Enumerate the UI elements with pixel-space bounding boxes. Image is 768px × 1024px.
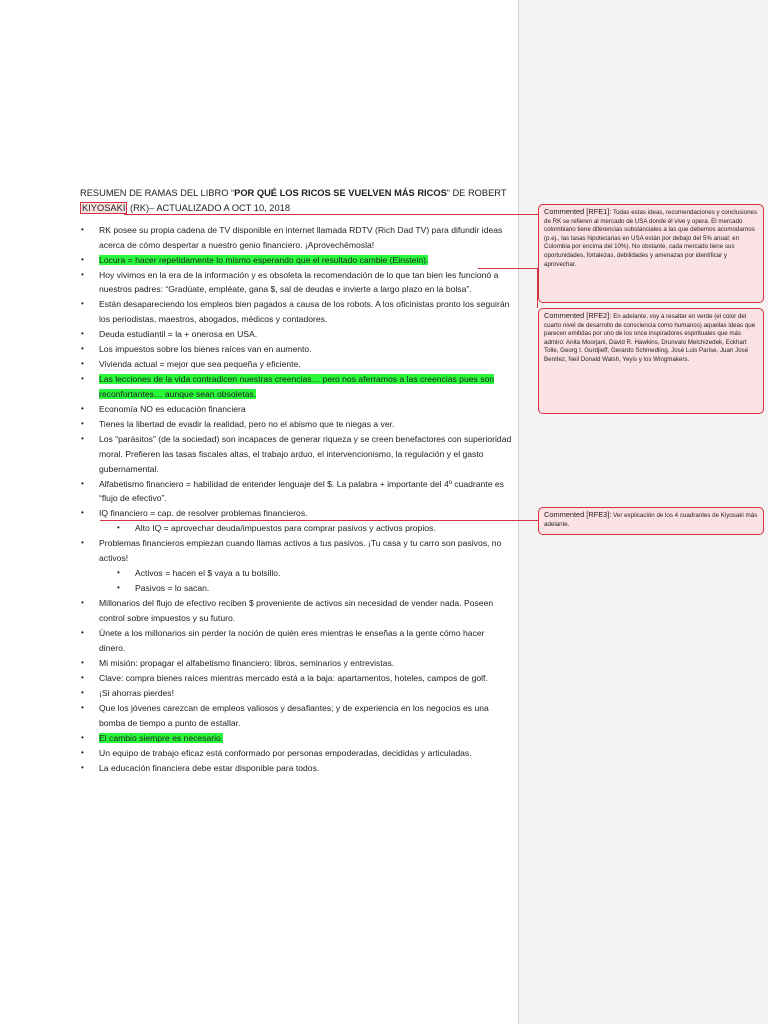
list-item [80, 402, 512, 417]
list-item [80, 731, 512, 746]
item-text: ¡Si ahorras pierdes! [99, 687, 174, 698]
bullet-icon: • [81, 344, 84, 354]
item-text: Están desapareciendo los empleos bien pagados a causa de los robots. A los oficinistas pronto los seguirán los periodistas, maestros, abogados, médicos y contadores. [99, 299, 510, 325]
comment-rfe2-body: En adelante, voy a resaltar en verde (el color del cuarto nivel de desarrollo de consciencia como humanos) aquellas ideas que parecen emitidas por uno de los once inspiradores espirituales que más admiro: Anita Moorjani, David R. Hawkins, Drunvalo Melchizedek, Eckhart Tolle, Georg I. Gurdjieff, Gerardo Schmedling, José Luis Parise, Juan José Benítez, Neil Donald Walsh, Yeyis y los Wingmakers. [544, 313, 756, 363]
comment-connector-1 [124, 214, 538, 215]
comment-connector-3 [100, 520, 538, 521]
item-text: Vivienda actual = mejor que sea pequeña y eficiente. [99, 359, 301, 370]
list-item [80, 671, 512, 686]
document-title [80, 186, 516, 216]
item-text: Clave: compra bienes raíces mientras mercado está a la baja: apartamentos, hoteles, campos de golf. [99, 672, 488, 683]
comment-connector-2 [478, 268, 538, 269]
comment-rfe2[interactable] [538, 308, 764, 414]
bullet-icon: • [117, 583, 120, 593]
bullet-icon: • [81, 508, 84, 518]
list-item [80, 746, 512, 761]
bullet-icon: • [81, 329, 84, 339]
list-item [80, 626, 512, 655]
highlighted-text: Las lecciones de la vida contradicen nuestras creencias… pero nos aferramos a las creencias pues son reconfortantes… aunque sean obsoletas. [99, 374, 495, 400]
bullet-icon: • [81, 538, 84, 548]
bullet-icon: • [81, 225, 84, 234]
list-item [80, 417, 512, 432]
bullet-icon: • [81, 269, 84, 279]
list-item [80, 297, 512, 326]
bullet-icon: • [81, 687, 84, 697]
bullet-icon: • [81, 747, 84, 757]
bullet-icon: • [81, 299, 84, 309]
comment-rfe3-header: Commented [RFE3]: [544, 510, 612, 519]
highlighted-text: El cambio siempre es necesario. [99, 732, 224, 743]
bullet-icon: • [81, 732, 84, 742]
item-text: Economía NO es educación financiera [99, 404, 246, 415]
item-text: Alfabetismo financiero = habilidad de entender lenguaje del $. La palabra + importante del 4º cuadrante es “flujo de efectivo”. [99, 478, 504, 504]
title-mid: ” DE ROBERT [446, 188, 507, 198]
comment-rfe3-body: Ver explicación de los 4 cuadrantes de Kiyosaki más adelante. [544, 512, 758, 528]
highlighted-text: Locura = hacer repetidamente lo mismo esperando que el resultado cambie (Einstein). [99, 254, 429, 265]
list-item [80, 701, 512, 730]
summary-list [80, 223, 512, 776]
comment-anchor-rfe1[interactable]: KIYOSAKI [82, 203, 126, 213]
item-text: Tienes la libertad de evadir la realidad, pero no el abismo que te niegas a ver. [99, 419, 395, 430]
bullet-icon: • [81, 478, 84, 488]
item-text: Alto IQ = aprovechar deuda/impuestos para comprar pasivos y activos propios. [135, 523, 436, 534]
bullet-icon: • [117, 568, 120, 578]
list-item [80, 372, 512, 401]
bullet-icon: • [81, 628, 84, 638]
list-item [80, 536, 512, 565]
item-text: IQ financiero = cap. de resolver problemas financieros. [99, 508, 308, 519]
title-suffix: (RK)– ACTUALIZADO A OCT 10, 2018 [127, 203, 290, 213]
item-text: Mi misión: propagar el alfabetismo financiero: libros, seminarios y entrevistas. [99, 657, 395, 668]
comment-rfe1[interactable] [538, 204, 764, 303]
sub-list-item [80, 581, 512, 596]
item-text: Millonarios del flujo de efectivo reciben $ proveniente de activos sin necesidad de vender nada. Poseen control sobre impuestos y su futuro. [99, 598, 494, 623]
title-prefix: RESUMEN DE RAMAS DEL LIBRO “ [80, 188, 235, 198]
list-item [80, 686, 512, 701]
bullet-icon: • [81, 657, 84, 667]
sub-list-item [80, 566, 512, 581]
list-item [80, 357, 512, 372]
bullet-icon: • [81, 703, 84, 712]
bullet-icon: • [81, 598, 84, 608]
bullet-icon: • [81, 359, 84, 369]
list-item [80, 342, 512, 357]
bullet-icon: • [81, 419, 84, 429]
item-text: Problemas financieros empiezan cuando llamas activos a tus pasivos. ¡Tu casa y tu carro son pasivos, no activos! [99, 538, 502, 564]
item-text: Que los jóvenes carezcan de empleos valiosos y desafiantes; y de experiencia en los negocios es una bomba de tiempo a punto de estallar. [99, 703, 489, 728]
list-item [80, 506, 512, 521]
bullet-icon: • [81, 254, 84, 264]
list-item [80, 327, 512, 342]
list-item [80, 761, 512, 776]
list-item [80, 223, 512, 252]
bullet-icon: • [81, 374, 84, 384]
book-title: POR QUÉ LOS RICOS SE VUELVEN MÁS RICOS [234, 188, 447, 198]
item-text: Hoy vivimos en la era de la información y es obsoleta la recomendación de lo que tan bien les funcionó a nuestros padres: “Gradúate, empléate, gana $, sal de deudas e invierte a largo plazo en la bolsa”. [99, 269, 499, 295]
item-text: Un equipo de trabajo eficaz está conformado por personas empoderadas, decididas y articuladas. [99, 747, 472, 758]
list-item [80, 656, 512, 671]
item-text: Los “parásitos” (de la sociedad) son incapaces de generar riqueza y se creen benefactores con superioridad moral. Prefieren las tasas fiscales altas, el trabajo arduo, el intervencionismo, la regulación y el gasto gubernamental. [99, 434, 512, 474]
comment-rfe3[interactable] [538, 507, 764, 535]
comment-rfe2-header: Commented [RFE2]: [544, 311, 612, 320]
item-text: Deuda estudiantil = la + onerosa en USA. [99, 329, 258, 340]
list-item [80, 268, 512, 297]
item-text: RK posee su propia cadena de TV disponible en internet llamada RDTV (Rich Dad TV) para difundir ideas acerca de cómo despertar a nuestro genio financiero. ¡Aprovechémosla! [99, 225, 503, 250]
bullet-icon: • [117, 523, 120, 533]
list-item [80, 477, 512, 506]
comment-rfe1-body: Todas estas ideas, recomendaciones y conclusiones de RK se refieren al mercado de USA donde él vive y opera. El mercado colombiano tiene diferencias substanciales a las que debemos acomodarnos (p.ej., las tasas hipotecarias en USA están por debajo del 5% anual; en Colombia por encima del 10%). No obstante, cada mercado tiene sus oportunidades, fortalezas, debilidades y amenazas por identificar y aprovechar. [544, 209, 758, 268]
item-text: La educación financiera debe estar disponible para todos. [99, 762, 320, 773]
list-item [80, 432, 512, 476]
list-item [80, 596, 512, 625]
sub-list-item [80, 521, 512, 536]
bullet-icon: • [81, 434, 84, 444]
pane-divider [518, 0, 519, 1024]
bullet-icon: • [81, 404, 84, 414]
bullet-icon: • [81, 762, 84, 772]
item-text: Únete a los millonarios sin perder la noción de quién eres mientras le enseñas a la gente cómo hacer dinero. [99, 628, 485, 653]
item-text: Los impuestos sobre los bienes raíces van en aumento. [99, 344, 312, 355]
comment-rfe1-header: Commented [RFE1]: [544, 207, 612, 216]
item-text: Pasivos = lo sacan. [135, 583, 210, 594]
list-item [80, 253, 512, 268]
item-text: Activos = hacen el $ vaya a tu bolsillo. [135, 568, 281, 579]
bullet-icon: • [81, 672, 84, 682]
